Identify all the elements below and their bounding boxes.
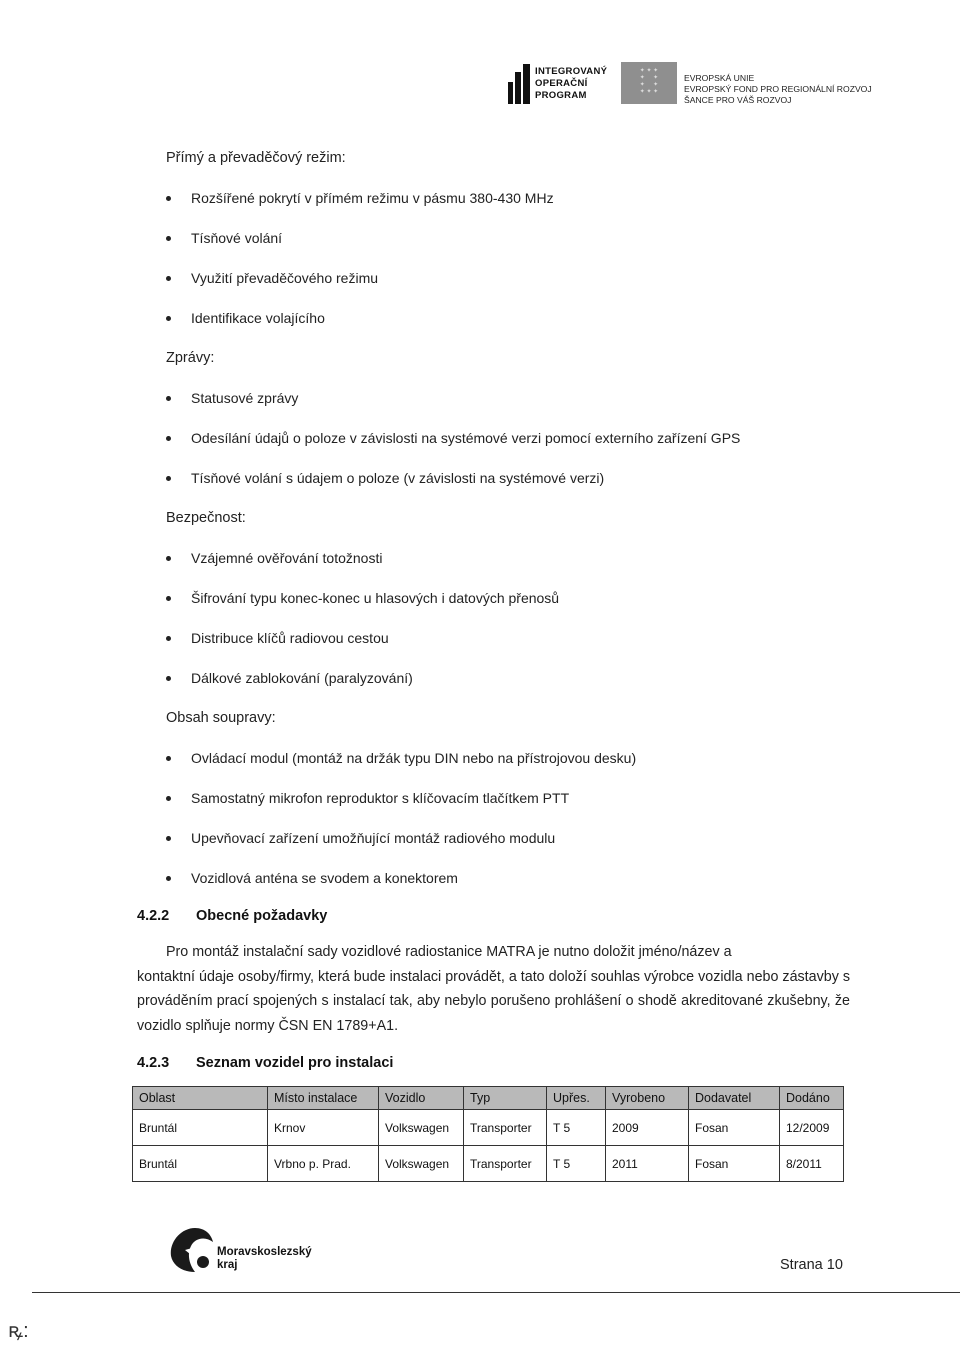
table-cell: Bruntál: [133, 1146, 268, 1182]
column-header: Dodavatel: [689, 1087, 780, 1110]
table-cell: Volkswagen: [379, 1110, 464, 1146]
column-header: Místo instalace: [268, 1087, 379, 1110]
table-cell: 2009: [606, 1110, 689, 1146]
table-cell: Fosan: [689, 1146, 780, 1182]
table-cell: Vrbno p. Prad.: [268, 1146, 379, 1182]
page-number: Strana 10: [780, 1257, 843, 1273]
list-item: Rozšířené pokrytí v přímém režimu v pásmu 380-430 MHz: [166, 190, 554, 206]
table-cell: Fosan: [689, 1110, 780, 1146]
table-row: [133, 1110, 844, 1146]
list-item: Upevňovací zařízení umožňující montáž radiového modulu: [166, 830, 555, 846]
iop-logo-text: INTEGROVANÝ OPERAČNÍ PROGRAM: [535, 66, 608, 101]
moravskoslezsky-kraj-logo: [165, 1222, 325, 1280]
vehicle-table: [132, 1086, 844, 1182]
handwritten-mark-icon: ꝶ:: [8, 1320, 29, 1342]
list-item: Vzájemné ověřování totožnosti: [166, 550, 382, 566]
column-header: Upřes.: [547, 1087, 606, 1110]
region-emblem-icon: [165, 1222, 217, 1280]
list-item: Vozidlová anténa se svodem a konektorem: [166, 870, 458, 886]
heading-kit-contents: Obsah soupravy:: [166, 710, 276, 726]
heading-direct-mode: Přímý a převaděčový režim:: [166, 150, 346, 166]
heading-messages: Zprávy:: [166, 350, 215, 366]
section-title: Obecné požadavky: [196, 908, 328, 924]
iop-bars-icon: [508, 64, 532, 104]
list-item: Tísňové volání: [166, 230, 282, 246]
column-header: Typ: [464, 1087, 547, 1110]
eu-text: EVROPSKÁ UNIE EVROPSKÝ FOND PRO REGIONÁLNÍ ROZVOJ ŠANCE PRO VÁŠ ROZVOJ: [684, 73, 872, 105]
table-cell: Bruntál: [133, 1110, 268, 1146]
list-item: Odesílání údajů o poloze v závislosti na systémové verzi pomocí externího zařízení GPS: [166, 430, 740, 446]
heading-security: Bezpečnost:: [166, 510, 246, 526]
list-item: Tísňové volání s údajem o poloze (v závislosti na systémové verzi): [166, 470, 604, 486]
region-logo-text: Moravskoslezský kraj: [217, 1246, 312, 1271]
general-requirements-paragraph: Pro montáž instalační sady vozidlové radiostanice MATRA je nutno doložit jméno/název a kontaktní údaje osoby/firmy, která bude instalaci provádět, a tato doloží souhlas výrobce vozidla nebo zástavby s prováděním prací spojených s instalací tak, aby nebylo porušeno prohlášení o shodě akreditované zkušebny, že vozidlo splňuje normy ČSN EN 1789+A1.: [137, 944, 850, 1034]
column-header: Vozidlo: [379, 1087, 464, 1110]
table-row: [133, 1146, 844, 1182]
section-number: 4.2.3: [137, 1055, 170, 1071]
eu-flag-icon: ✦ ✦ ✦ ✦ ✦ ✦ ✦ ✦ ✦ ✦: [621, 62, 677, 104]
list-item: Distribuce klíčů radiovou cestou: [166, 630, 389, 646]
table-cell: T 5: [547, 1110, 606, 1146]
column-header: Dodáno: [780, 1087, 844, 1110]
column-header: Vyrobeno: [606, 1087, 689, 1110]
list-item: Využití převaděčového režimu: [166, 270, 378, 286]
footer-divider: [32, 1292, 960, 1293]
list-item: Ovládací modul (montáž na držák typu DIN nebo na přístrojovou desku): [166, 750, 636, 766]
table-cell: Transporter: [464, 1146, 547, 1182]
list-item: Statusové zprávy: [166, 390, 298, 406]
table-cell: Volkswagen: [379, 1146, 464, 1182]
list-item: Šifrování typu konec-konec u hlasových i datových přenosů: [166, 590, 559, 606]
table-cell: Krnov: [268, 1110, 379, 1146]
list-item: Samostatný mikrofon reproduktor s klíčovacím tlačítkem PTT: [166, 790, 569, 806]
iop-logo: [508, 62, 608, 106]
column-header: Oblast: [133, 1087, 268, 1110]
table-cell: 12/2009: [780, 1110, 844, 1146]
table-cell: 2011: [606, 1146, 689, 1182]
list-item: Identifikace volajícího: [166, 310, 325, 326]
list-item: Dálkové zablokování (paralyzování): [166, 670, 413, 686]
table-cell: T 5: [547, 1146, 606, 1182]
section-number: 4.2.2: [137, 908, 170, 924]
section-title: Seznam vozidel pro instalaci: [196, 1055, 394, 1071]
table-cell: Transporter: [464, 1110, 547, 1146]
table-cell: 8/2011: [780, 1146, 844, 1182]
table-header-row: [133, 1087, 844, 1110]
